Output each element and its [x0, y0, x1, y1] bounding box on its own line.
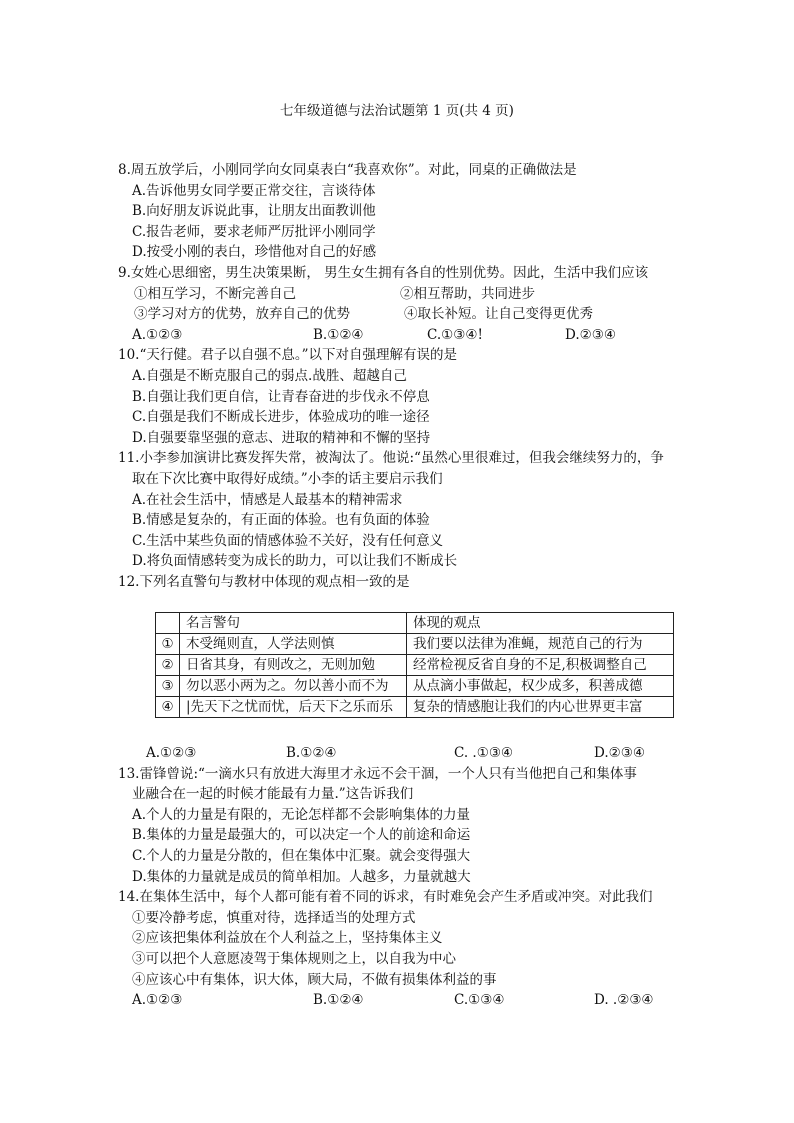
table-cell: ①: [156, 634, 180, 655]
table-cell: ②: [156, 655, 180, 676]
question-13-stem-line-1: 13.雷锋曾说:“一滴水只有放进大海里才永远不会干涸，一个人只有当他把自己和集体事: [118, 765, 637, 782]
table-cell: 勿以恶小两为之。勿以善小而不为: [180, 676, 407, 697]
q10-option-d: D.自强要靠坚强的意志、进取的精神和不懈的坚持: [132, 429, 431, 446]
q9-items-row-1: [118, 284, 678, 305]
q9-choice-d: D.②③④: [565, 326, 616, 343]
table-row: [156, 676, 674, 697]
question-14-stem: 14.在集体生活中，每个人都可能有着不同的诉求，有时难免会产生矛盾或冲突。对此我们: [118, 889, 653, 906]
q9-choice-a: A.①②③: [132, 326, 183, 343]
q10-option-b: B.自强让我们更自信，让青春奋进的步伐永不停息: [132, 388, 430, 405]
q12-choice-a: A.①②③: [146, 745, 197, 761]
questions-block-2: [118, 743, 678, 1011]
table-header-cell: [156, 613, 180, 634]
q8-option-a: A.告诉他男女同学要正常交往，言谈待体: [132, 182, 376, 199]
table-cell: 从点滴小事做起，权少成多，积善成德: [407, 676, 674, 697]
table-cell: 我们要以法律为准蝇，规范自己的行为: [407, 634, 674, 655]
q13-option-a: A.个人的力量是有限的，无论怎样都不会影响集体的力量: [132, 806, 471, 823]
q14-item-2: ②应该把集体利益放在个人利益之上，坚持集体主义: [132, 930, 443, 947]
q11-option-d: D.将负面情感转变为成长的助力，可以让我们不断成长: [132, 553, 458, 570]
q12-choice-b: B.①②④: [286, 745, 337, 761]
table-row: [156, 634, 674, 655]
q14-choices: [118, 990, 678, 1011]
table-row: [156, 655, 674, 676]
table-cell: 经常检视反省自身的不足,积极调整自己: [407, 655, 674, 676]
question-9-stem: 9.女姓心思细密，男生决策果断， 男生女生拥有各自的性别优势。因此，生活中我们应该: [118, 264, 649, 281]
q9-item-4: ④取长补短。让自己变得更优秀: [404, 306, 593, 323]
q9-item-3: ③学习对方的优势，放弃自己的优势: [134, 306, 350, 323]
quotes-table: [155, 612, 674, 718]
q12-choices: [118, 743, 678, 764]
question-8-stem: 8.周五放学后，小刚同学向女同桌表白“我喜欢你”。对此，同桌的正确做法是: [118, 162, 577, 178]
page-header: 七年级道德与法治试题第 1 页(共 4 页): [280, 103, 514, 119]
table-header-cell: 名言警句: [180, 613, 407, 634]
q9-choices: [118, 325, 678, 346]
table-header-row: [156, 613, 674, 634]
q8-option-d: D.按受小刚的表白，珍惜他对自己的好感: [132, 244, 377, 261]
question-10-stem: 10.“天行健。君子以自强不息。”以下对自强理解有误的是: [118, 347, 458, 364]
q13-option-d: D.集体的力量就是成员的简单相加。人越多，力量就越大: [132, 868, 471, 885]
q13-option-b: B.集体的力量是最强大的，可以决定一个人的前途和命运: [132, 827, 471, 844]
q9-item-1: ①相互学习，不断完善自己: [134, 285, 296, 302]
q8-option-b: B.向好朋友诉说此事，让朋友出面教训他: [132, 203, 376, 220]
q9-choice-c: C.①③④!: [427, 326, 483, 343]
table-row: [156, 697, 674, 718]
question-13-stem-line-2: 业融合在一起的时候才能最有力量.”这告诉我们: [132, 786, 414, 803]
q14-item-1: ①要冷静考虑，慎重对待，选择适当的处理方式: [132, 909, 416, 926]
q10-option-c: C.自强是我们不断成长进步，体验成功的唯一途径: [132, 409, 430, 426]
q10-option-a: A.自强是不断克服自己的弱点.战胜、超越自己: [132, 367, 407, 384]
q14-item-3: ③可以把个人意愿凌驾于集体规则之上，以自我为中心: [132, 950, 456, 967]
q12-choice-d: D.②③④: [594, 745, 645, 761]
q11-option-b: B.情感是复杂的，有正面的体验。也有负面的体验: [132, 512, 430, 529]
q9-items-row-2: [118, 304, 678, 325]
table-cell: 复杂的情感胞让我们的内心世界更丰富: [407, 697, 674, 718]
table-cell: |先天下之忧而忧，后天下之乐而乐: [180, 697, 407, 718]
table-cell: ③: [156, 676, 180, 697]
table-cell: 日省其身，有则改之，无则加勉: [180, 655, 407, 676]
table-cell: 木受绳则直，人学法则慎: [180, 634, 407, 655]
q14-item-4: ④应该心中有集体，识大体，顾大局，不做有损集体利益的事: [132, 971, 497, 988]
table-cell: ④: [156, 697, 180, 718]
q12-choice-c: C. .①③④: [454, 745, 514, 761]
q8-option-c: C.报告老师，要求老师严厉批评小刚同学: [132, 223, 376, 240]
q14-choice-c: C.①③④: [454, 992, 505, 1009]
q9-choice-b: B.①②④: [313, 326, 364, 343]
question-11-stem-line-1: 11.小李参加演讲比赛发挥失常，被淘汰了。他说:“虽然心里很难过，但我会继续努力的，争: [118, 450, 664, 467]
q11-option-a: A.在社会生活中，情感是人最基本的精神需求: [132, 491, 403, 508]
q13-option-c: C.个人的力量是分散的，但在集体中汇聚。就会变得强大: [132, 847, 471, 864]
q11-option-c: C.生活中某些负面的情感体验不关好，没有任何意义: [132, 532, 444, 549]
question-11-stem-line-2: 取在下次比赛中取得好成绩。”小李的话主要启示我们: [132, 470, 443, 487]
q9-item-2: ②相互帮助，共同进步: [400, 285, 535, 302]
table-header-cell: 体现的观点: [407, 613, 674, 634]
question-12-stem: 12.下列名直警句与教材中体现的观点相一致的是: [118, 573, 410, 590]
questions-block-1: [118, 160, 678, 592]
q14-choice-d: D. .②③④: [594, 992, 654, 1009]
q14-choice-a: A.①②③: [132, 992, 183, 1009]
q14-choice-b: B.①②④: [313, 992, 364, 1009]
